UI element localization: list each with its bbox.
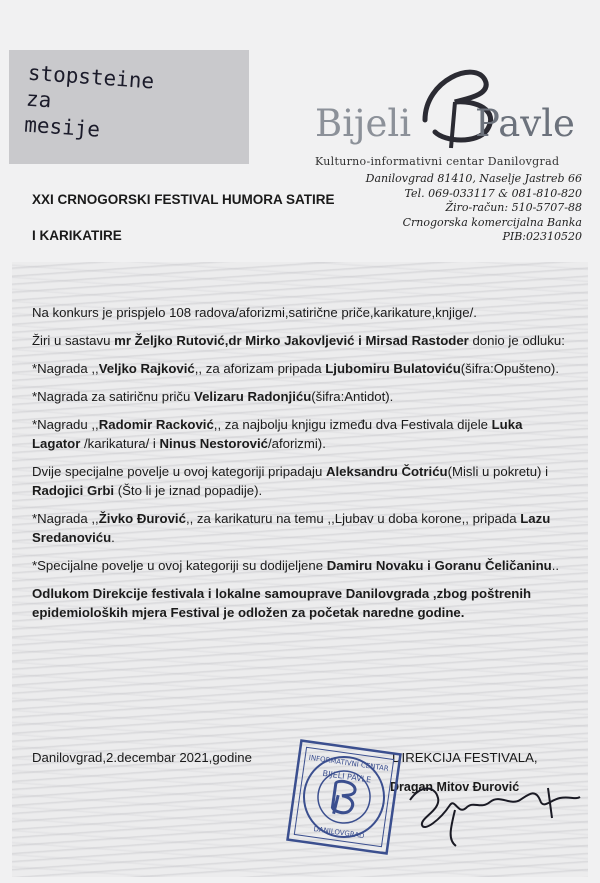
- address-line: Danilovgrad 81410, Naselje Jastreb 66: [365, 172, 582, 185]
- place-date: Danilovgrad,2.decembar 2021,godine: [32, 750, 252, 765]
- address-block: [366, 172, 582, 245]
- official-stamp-icon: [282, 735, 407, 860]
- festival-title-line1: XXI CRNOGORSKI FESTIVAL HUMORA SATIRE: [32, 192, 335, 207]
- bank-line: Crnogorska komercijalna Banka: [402, 215, 582, 229]
- paragraph-special-charters: Dvije specijalne povelje u ovoj kategoriji pripadaju Aleksandru Čotriću(Misli u pokretu) i Radojici Grbi (Što li je iznad popadije).: [32, 464, 549, 498]
- logo-subtitle: Kulturno-informativni centar Danilovgrad: [315, 155, 560, 168]
- festival-title: [32, 182, 362, 254]
- paragraph-special-caricature: *Specijalne povelje u ovoj kategoriji su dodijeljene Damiru Novaku i Goranu Čeličaninu..: [32, 558, 560, 573]
- paragraph-postponement: Odlukom Direkcije festivala i lokalne samouprave Danilovgrada ,zbog poštrenih epidemioloških mjera Festival je odložen za početak naredne godine.: [32, 586, 532, 620]
- logo-word-left: Bijeli: [315, 102, 412, 145]
- paragraph-submissions: Na konkurs je prispjelo 108 radova/aforizmi,satirične priče,karikature,knjige/.: [32, 305, 477, 320]
- account-line: Žiro-račun: 510-5707-88: [445, 201, 582, 214]
- organization-logo: [310, 60, 600, 170]
- paragraph-award-caricature: *Nagrada ,,Živko Đurović,, za karikaturu na temu ,,Ljubav u doba korone,, pripada Lazu Sredanoviću.: [32, 511, 551, 545]
- signer-name: Dragan Mitov Đurović: [390, 780, 520, 794]
- paragraph-award-story: *Nagrada za satiričnu priču Velizaru Radonjiću(šifra:Antidot).: [32, 389, 394, 404]
- stamp-text-mid: BIJELI PAVLE: [322, 768, 372, 785]
- paragraph-jury: Žiri u sastavu mr Željko Rutović,dr Mirko Jakovljević i Mirsad Rastoder donio je odluku:: [32, 333, 565, 348]
- paragraph-award-book: *Nagradu ,,Radomir Racković,, za najbolju knjigu između dva Festivala dijele Luka Lagator /karikatura/ i Ninus Nestorović/aforizmi).: [32, 417, 523, 451]
- handwritten-note: stopsteine za mesije: [23, 60, 155, 142]
- direkcija-label: DIREKCIJA FESTIVALA,: [392, 750, 538, 765]
- festival-title-line2: I KARIKATIRE: [32, 228, 122, 243]
- phone-line: Tel. 069-033117 & 081-810-820: [404, 186, 582, 200]
- document-body: [32, 303, 572, 631]
- logo-word-right: Pavle: [475, 102, 575, 145]
- pib-line: PIB:02310520: [502, 230, 582, 243]
- signature-icon: [400, 770, 590, 850]
- stamp-text-top: INFORMATIVNI CENTAR: [308, 753, 390, 773]
- paragraph-award-aphorism: *Nagrada ,,Veljko Rajković,, za aforizam pripada Ljubomiru Bulatoviću(šifra:Opušteno).: [32, 361, 559, 376]
- stamp-text-bottom: DANILOVGRAD: [312, 825, 365, 841]
